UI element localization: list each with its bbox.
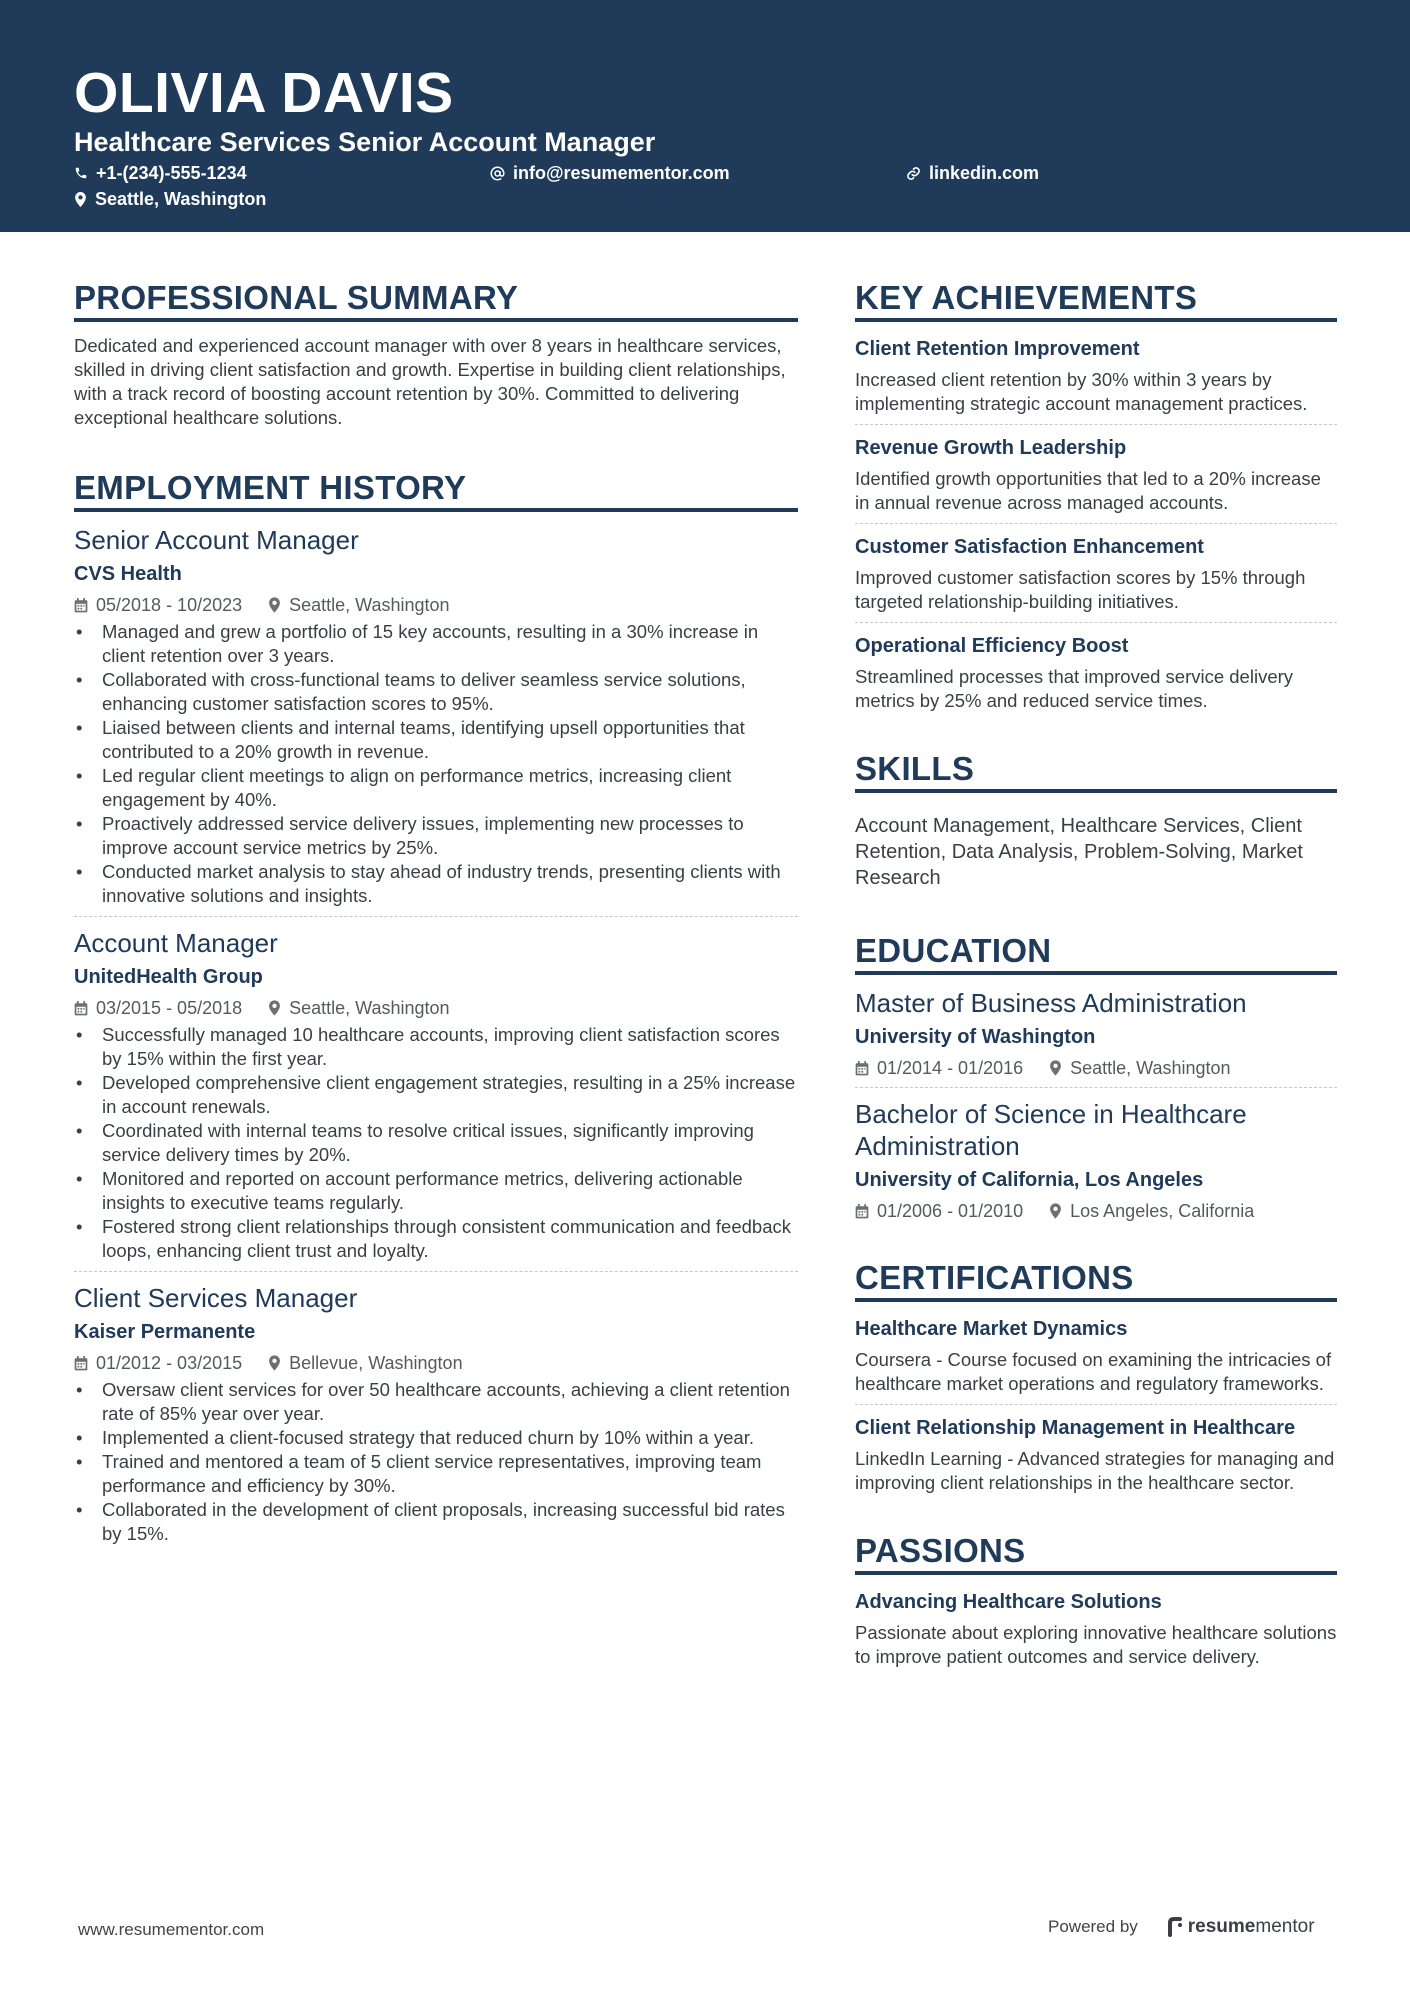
job-bullet: • Proactively addressed service delivery issues, implementing new processes to improve account service metrics by 25%. <box>74 812 798 860</box>
certification-title: Client Relationship Management in Healthcare <box>855 1417 1296 1439</box>
education-meta <box>855 1200 1337 1222</box>
certifications-section <box>855 1258 1337 1495</box>
contact-phone-text: +1-(234)-555-1234 <box>96 163 247 183</box>
passion-text: Passionate about exploring innovative healthcare solutions to improve patient outcomes and service delivery. <box>855 1622 1337 1667</box>
education-location: Los Angeles, California <box>1070 1201 1255 1221</box>
job-meta <box>74 594 798 616</box>
divider <box>855 1404 1337 1405</box>
achievement-text: Streamlined processes that improved service delivery metrics by 25% and reduced service times. <box>855 666 1294 711</box>
skills-section <box>855 749 1337 891</box>
achievement-title: Customer Satisfaction Enhancement <box>855 536 1204 558</box>
employment-section <box>74 468 798 1546</box>
job-bullet: • Monitored and reported on account performance metrics, delivering actionable insights to executive teams regularly. <box>74 1167 798 1215</box>
job-bullet: • Implemented a client-focused strategy that reduced churn by 10% within a year. <box>74 1426 798 1450</box>
education-degree: Bachelor of Science in Healthcare Administration <box>855 1099 1247 1161</box>
divider <box>855 622 1337 623</box>
skills-text: Account Management, Healthcare Services, Client Retention, Data Analysis, Problem-Solving, Market Research <box>855 815 1303 889</box>
achievement-item <box>855 435 1337 515</box>
calendar-icon <box>855 1204 869 1219</box>
education-section <box>855 931 1337 1222</box>
certification-title: Healthcare Market Dynamics <box>855 1318 1128 1340</box>
certification-text: Coursera - Course focused on examining the intricacies of healthcare market operations and regulatory frameworks. <box>855 1349 1332 1394</box>
summary-heading: PROFESSIONAL SUMMARY <box>74 278 798 322</box>
resume-header <box>0 0 1410 232</box>
passion-title: Advancing Healthcare Solutions <box>855 1591 1162 1613</box>
employment-heading: EMPLOYMENT HISTORY <box>74 468 798 512</box>
powered-by-label: Powered by <box>1048 1917 1138 1936</box>
brand-name-light: mentor <box>1255 1916 1315 1937</box>
education-school: University of California, Los Angeles <box>855 1169 1204 1191</box>
job-location: Seattle, Washington <box>289 998 450 1018</box>
footer-branding <box>1048 1916 1315 1938</box>
contact-phone[interactable] <box>74 162 247 184</box>
location-pin-icon <box>1049 1203 1062 1219</box>
passion-item <box>855 1589 1337 1669</box>
job-title: Account Manager <box>74 928 278 958</box>
job-location: Bellevue, Washington <box>289 1353 463 1373</box>
passions-heading: PASSIONS <box>855 1531 1337 1575</box>
calendar-icon <box>74 1001 88 1016</box>
at-icon <box>490 166 505 181</box>
job-bullets <box>74 1378 798 1546</box>
job-bullet: • Oversaw client services for over 50 healthcare accounts, achieving a client retention rate of 85% year over year. <box>74 1378 798 1426</box>
education-dates: 01/2006 - 01/2010 <box>877 1201 1024 1221</box>
divider <box>855 424 1337 425</box>
left-column <box>74 278 798 1546</box>
education-dates: 01/2014 - 01/2016 <box>877 1058 1024 1078</box>
location-pin-icon <box>74 192 87 207</box>
job-location: Seattle, Washington <box>289 595 450 615</box>
job-bullets <box>74 1023 798 1263</box>
job-bullet: • Managed and grew a portfolio of 15 key accounts, resulting in a 30% increase in client retention over 3 years. <box>74 620 798 668</box>
job-dates: 03/2015 - 05/2018 <box>96 998 243 1018</box>
divider <box>74 1271 798 1272</box>
location-pin-icon <box>1049 1060 1062 1076</box>
certification-text: LinkedIn Learning - Advanced strategies for managing and improving client relationships in the healthcare sector. <box>855 1448 1335 1493</box>
summary-text: Dedicated and experienced account manager with over 8 years in healthcare services, skilled in driving client satisfaction and growth. Expertise in building client relationships, with a track record of boosting account retention by 30%. Committed to delivering exceptional healthcare solutions. <box>74 335 786 428</box>
job-bullet: • Conducted market analysis to stay ahead of industry trends, presenting clients with innovative solutions and insights. <box>74 860 798 908</box>
achievements-heading: KEY ACHIEVEMENTS <box>855 278 1337 322</box>
job-company: Kaiser Permanente <box>74 1321 256 1343</box>
candidate-name: OLIVIA DAVIS <box>74 61 454 125</box>
certification-item <box>855 1415 1337 1495</box>
candidate-title: Healthcare Services Senior Account Manager <box>74 127 656 157</box>
achievement-text: Improved customer satisfaction scores by 15% through targeted relationship-building initiatives. <box>855 567 1306 612</box>
job-bullet: • Collaborated in the development of client proposals, increasing successful bid rates by 15%. <box>74 1498 798 1546</box>
education-meta <box>855 1057 1337 1079</box>
job-company: UnitedHealth Group <box>74 966 263 988</box>
footer-website[interactable]: www.resumementor.com <box>78 1920 265 1939</box>
education-item <box>855 987 1337 1079</box>
job-bullet: • Collaborated with cross-functional teams to deliver seamless service solutions, enhancing customer satisfaction scores to 95%. <box>74 668 798 716</box>
calendar-icon <box>855 1061 869 1076</box>
contact-location-text: Seattle, Washington <box>95 189 267 209</box>
contact-email-text: info@resumementor.com <box>513 163 730 183</box>
certification-item <box>855 1316 1337 1396</box>
job-dates: 01/2012 - 03/2015 <box>96 1353 243 1373</box>
link-icon <box>906 166 921 181</box>
right-column <box>855 278 1337 1669</box>
education-heading: EDUCATION <box>855 931 1337 975</box>
job-bullet: • Trained and mentored a team of 5 client service representatives, improving team performance and efficiency by 30%. <box>74 1450 798 1498</box>
calendar-icon <box>74 598 88 613</box>
skills-heading: SKILLS <box>855 749 1337 793</box>
education-degree: Master of Business Administration <box>855 988 1247 1018</box>
achievement-item <box>855 336 1337 416</box>
passions-section <box>855 1531 1337 1669</box>
calendar-icon <box>74 1356 88 1371</box>
brand-name-bold: resume <box>1187 1916 1256 1937</box>
contact-location <box>74 188 266 210</box>
job-title: Client Services Manager <box>74 1283 358 1313</box>
contact-email[interactable] <box>490 162 730 184</box>
location-pin-icon <box>268 1355 281 1371</box>
job-bullet: • Fostered strong client relationships through consistent communication and feedback loops, enhancing client trust and loyalty. <box>74 1215 798 1263</box>
achievement-title: Operational Efficiency Boost <box>855 635 1129 657</box>
job-bullet: • Led regular client meetings to align on performance metrics, increasing client engagement by 40%. <box>74 764 798 812</box>
job-dates: 05/2018 - 10/2023 <box>96 595 243 615</box>
job-bullet: • Liaised between clients and internal teams, identifying upsell opportunities that contributed to a 20% growth in revenue. <box>74 716 798 764</box>
job-bullet: • Developed comprehensive client engagement strategies, resulting in a 25% increase in account renewals. <box>74 1071 798 1119</box>
brand-logo-icon <box>1168 1917 1184 1937</box>
job-title: Senior Account Manager <box>74 525 359 555</box>
achievement-title: Revenue Growth Leadership <box>855 437 1127 459</box>
job-bullet: • Coordinated with internal teams to resolve critical issues, significantly improving service delivery times by 20%. <box>74 1119 798 1167</box>
location-pin-icon <box>268 1000 281 1016</box>
phone-icon <box>74 166 88 180</box>
contact-linkedin[interactable] <box>906 162 1039 184</box>
achievement-title: Client Retention Improvement <box>855 338 1140 360</box>
education-location: Seattle, Washington <box>1070 1058 1231 1078</box>
education-item <box>855 1098 1337 1222</box>
education-school: University of Washington <box>855 1026 1096 1048</box>
divider <box>74 916 798 917</box>
contact-linkedin-text: linkedin.com <box>929 163 1040 183</box>
location-pin-icon <box>268 597 281 613</box>
achievement-item <box>855 633 1337 713</box>
achievements-section <box>855 278 1337 713</box>
job-meta <box>74 997 798 1019</box>
job-entry <box>74 927 798 1263</box>
divider <box>855 1087 1337 1088</box>
summary-section <box>74 278 798 430</box>
divider <box>855 523 1337 524</box>
job-bullet: • Successfully managed 10 healthcare accounts, improving client satisfaction scores by 15% within the first year. <box>74 1023 798 1071</box>
achievement-text: Identified growth opportunities that led to a 20% increase in annual revenue across managed accounts. <box>855 468 1321 513</box>
job-bullets <box>74 620 798 908</box>
achievement-text: Increased client retention by 30% within 3 years by implementing strategic account management practices. <box>855 369 1308 414</box>
job-entry <box>74 1282 798 1546</box>
achievement-item <box>855 534 1337 614</box>
brand-logo[interactable] <box>1168 1916 1315 1938</box>
certifications-heading: CERTIFICATIONS <box>855 1258 1337 1302</box>
job-meta <box>74 1352 798 1374</box>
job-company: CVS Health <box>74 563 182 585</box>
job-entry <box>74 524 798 908</box>
